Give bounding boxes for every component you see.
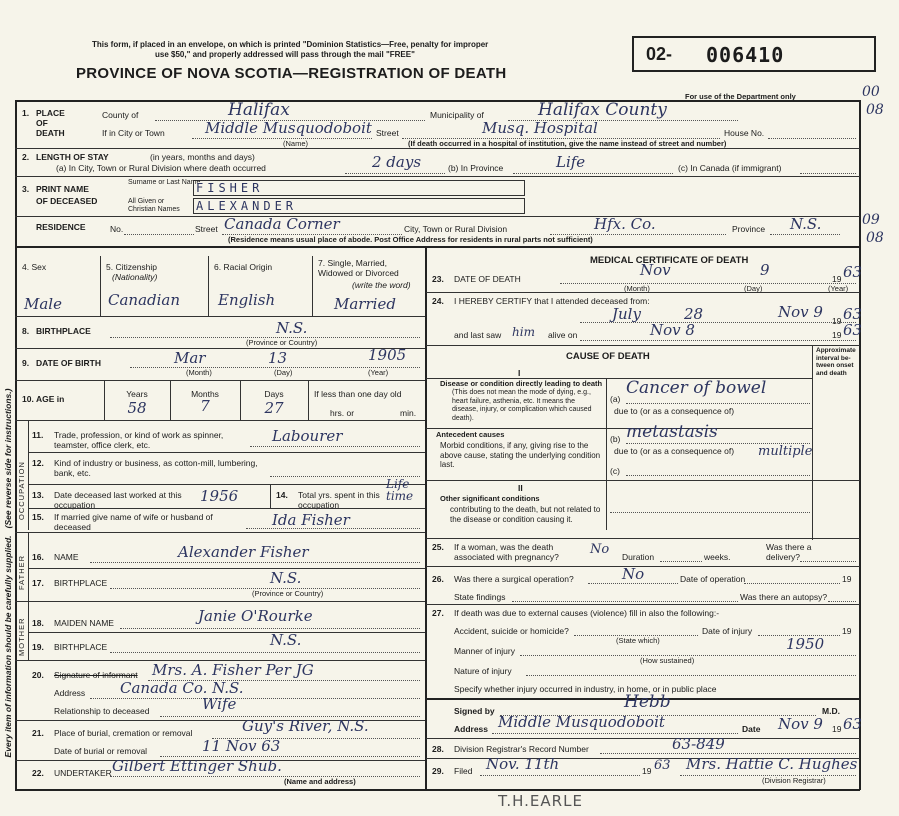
cause-of-death-title: CAUSE OF DEATH bbox=[566, 351, 650, 362]
department-code-1: 00 bbox=[862, 84, 880, 100]
how-sustained-sublabel: (How sustained) bbox=[640, 656, 695, 665]
undertaker-label: UNDERTAKER bbox=[54, 768, 112, 778]
signature-address-label: Address bbox=[454, 724, 489, 734]
q25-label: If a woman, was the death associated with pregnancy? bbox=[454, 542, 559, 562]
q16-label: NAME bbox=[54, 552, 79, 562]
marital-sublabel: (write the word) bbox=[352, 280, 411, 290]
division-registrar-sublabel: (Division Registrar) bbox=[762, 776, 826, 785]
hrs-label: hrs. or bbox=[330, 408, 355, 418]
informant-address-value[interactable]: Canada Co. N.S. bbox=[120, 679, 244, 697]
citizenship-value[interactable]: Canadian bbox=[108, 291, 181, 309]
signed-by-value[interactable]: Hebb bbox=[624, 692, 671, 712]
specify-injury-label: Specify whether injury occurred in industry, in home, or in public place bbox=[454, 684, 717, 694]
street-value[interactable]: Musq. Hospital bbox=[482, 119, 598, 137]
filed-label: Filed bbox=[454, 766, 473, 776]
weeks-label: weeks. bbox=[704, 552, 731, 562]
q17-label: BIRTHPLACE bbox=[54, 578, 108, 588]
print-name-label: PRINT NAME bbox=[36, 184, 89, 194]
record-number-value[interactable]: 63-849 bbox=[672, 735, 725, 753]
alive-on-label: alive on bbox=[548, 330, 578, 340]
cause-c-label: (c) bbox=[610, 466, 620, 476]
registration-number: 006410 bbox=[706, 43, 785, 67]
signature-year-prefix: 19 bbox=[832, 724, 842, 734]
last-saw-value[interactable]: him bbox=[512, 325, 535, 339]
q24-label: I HEREBY CERTIFY that I attended deceased from: bbox=[454, 296, 650, 306]
age-months-label: Months bbox=[191, 389, 219, 399]
death-year-sublabel: (Year) bbox=[828, 284, 849, 293]
autopsy-label: Was there an autopsy? bbox=[740, 592, 828, 602]
q28-num: 28. bbox=[432, 744, 444, 754]
given-names-label: All Given or Christian Names bbox=[128, 198, 180, 213]
cause-b-value[interactable]: metastasis bbox=[626, 422, 718, 442]
place-num: 1. bbox=[22, 108, 30, 118]
signature-date-label: Date bbox=[742, 724, 761, 734]
q18-num: 18. bbox=[32, 618, 44, 628]
dob-num: 9. bbox=[22, 358, 30, 368]
q15-label: If married give name of wife or husband of deceased bbox=[54, 512, 213, 532]
place-label2: OF bbox=[36, 118, 48, 128]
stay-num: 2. bbox=[22, 152, 30, 162]
dob-month-sublabel: (Month) bbox=[186, 368, 212, 377]
other-conditions-note: contributing to the death, but not related to the disease or condition causing it. bbox=[450, 505, 601, 524]
side-instructions: Every item of information should be carefully supplied. (See reverse side for instructions.) bbox=[3, 388, 13, 758]
state-findings-label: State findings bbox=[454, 592, 506, 602]
q19-label: BIRTHPLACE bbox=[54, 642, 108, 652]
stay-label: LENGTH OF STAY bbox=[36, 152, 109, 162]
attended-from-day-value[interactable]: 28 bbox=[684, 305, 704, 323]
attended-year-value[interactable]: 63 bbox=[843, 305, 863, 323]
mother-maiden-name-value[interactable]: Janie O'Rourke bbox=[198, 607, 313, 625]
q20-num: 20. bbox=[32, 670, 44, 680]
manner-label: Manner of injury bbox=[454, 646, 515, 656]
death-day-sublabel: (Day) bbox=[744, 284, 763, 293]
signed-by-label: Signed by bbox=[454, 706, 495, 716]
dob-year-sublabel: (Year) bbox=[368, 368, 389, 377]
municipality-value[interactable]: Halifax County bbox=[538, 100, 667, 120]
burial-date-label: Date of burial or removal bbox=[54, 746, 148, 756]
residence-street-label: Street bbox=[195, 224, 218, 234]
q12-num: 12. bbox=[32, 458, 44, 468]
q11-num: 11. bbox=[32, 430, 44, 440]
cause-section-II: II bbox=[518, 483, 523, 493]
residence-note: (Residence means usual place of abode. Post Office Address for residents in rural parts not sufficient) bbox=[228, 235, 593, 244]
antecedent-note: Morbid conditions, if any, giving rise to the above cause, stating the underlying condition last. bbox=[440, 441, 601, 469]
department-code-2: 08 bbox=[866, 102, 884, 118]
stay-hint: (in years, months and days) bbox=[150, 152, 255, 162]
place-label: PLACE bbox=[36, 108, 65, 118]
age-days-value[interactable]: 27 bbox=[264, 399, 284, 417]
registration-prefix: 02- bbox=[646, 44, 673, 64]
operation-year-prefix: 19 bbox=[842, 574, 852, 584]
due-to-b: due to (or as a consequence of) bbox=[614, 446, 735, 456]
min-label: min. bbox=[400, 408, 417, 418]
nature-label: Nature of injury bbox=[454, 666, 512, 676]
marital-label: 7. Single, Married, Widowed or Divorced bbox=[318, 258, 399, 278]
q23-num: 23. bbox=[432, 274, 444, 284]
q12-label: Kind of industry or business, as cotton-mill, lumbering, bank, etc. bbox=[54, 458, 258, 478]
citizenship-label: 5. Citizenship bbox=[106, 262, 158, 272]
alive-year-prefix: 19 bbox=[832, 330, 842, 340]
marital-value[interactable]: Married bbox=[334, 295, 396, 313]
q14-num: 14. bbox=[276, 490, 288, 500]
undertaker-value[interactable]: Gilbert Ettinger Shub. bbox=[112, 757, 282, 775]
q24-num: 24. bbox=[432, 296, 444, 306]
q13-value[interactable]: 1956 bbox=[200, 487, 239, 505]
name-sublabel: (Name) bbox=[283, 139, 309, 148]
birthplace-sublabel: (Province or Country) bbox=[246, 338, 318, 347]
father-birthplace-value[interactable]: N.S. bbox=[270, 569, 302, 587]
residence-street-value[interactable]: Canada Corner bbox=[224, 215, 340, 233]
q18-label: MAIDEN NAME bbox=[54, 618, 114, 628]
undertaker-sublabel: (Name and address) bbox=[284, 777, 356, 786]
state-which-sublabel: (State which) bbox=[616, 636, 660, 645]
q25-value[interactable]: No bbox=[590, 542, 610, 557]
stay-canada-label: (c) In Canada (if immigrant) bbox=[678, 163, 782, 173]
stay-province-value[interactable]: Life bbox=[556, 153, 586, 171]
q17-num: 17. bbox=[32, 578, 44, 588]
registrar-signature-value[interactable]: Mrs. Hattie C. Hughes bbox=[686, 755, 858, 773]
q26-label: Was there a surgical operation? bbox=[454, 574, 574, 584]
accident-label: Accident, suicide or homicide? bbox=[454, 626, 569, 636]
city-value[interactable]: Middle Musquodoboit bbox=[205, 119, 372, 137]
attended-from-value[interactable]: July bbox=[612, 305, 641, 323]
q27-num: 27. bbox=[432, 608, 444, 618]
death-day-value[interactable]: 9 bbox=[760, 261, 770, 279]
postal-notice-line2: use $50," and properly addressed will pass through the mail "FREE" bbox=[155, 50, 415, 59]
county-value[interactable]: Halifax bbox=[228, 100, 290, 120]
given-names-value[interactable]: ALEXANDER bbox=[196, 199, 298, 213]
alive-on-value[interactable]: Nov 8 bbox=[650, 321, 695, 339]
q13-num: 13. bbox=[32, 490, 44, 500]
racial-origin-label: 6. Racial Origin bbox=[214, 262, 273, 272]
birthplace-num: 8. bbox=[22, 326, 30, 336]
dob-month-value[interactable]: Mar bbox=[174, 349, 206, 367]
age-less-than-day-label: If less than one day old bbox=[314, 389, 402, 399]
death-month-value[interactable]: Nov bbox=[640, 261, 671, 279]
q19-num: 19. bbox=[32, 642, 44, 652]
due-to-a: due to (or as a consequence of) bbox=[614, 406, 735, 416]
stay-city-label: (a) In City, Town or Rural Division where death occurred bbox=[56, 163, 266, 173]
cause-b-value2[interactable]: multiple bbox=[758, 444, 813, 459]
informant-signature-label: Signature of informant bbox=[54, 670, 138, 680]
antecedent-label: Antecedent causes bbox=[436, 430, 505, 439]
q11-value[interactable]: Labourer bbox=[272, 427, 343, 445]
racial-origin-value[interactable]: English bbox=[218, 291, 276, 309]
q16-num: 16. bbox=[32, 552, 44, 562]
death-year-prefix: 19 bbox=[832, 274, 842, 284]
delivery-label: Was there a delivery? bbox=[766, 542, 812, 562]
sex-value[interactable]: Male bbox=[24, 295, 62, 313]
name-num: 3. bbox=[22, 184, 30, 194]
dob-year-value[interactable]: 1905 bbox=[368, 346, 407, 364]
cause-section-I: I bbox=[518, 368, 521, 378]
q14-value[interactable]: Life time bbox=[386, 477, 414, 503]
cause-a-label: (a) bbox=[610, 394, 621, 404]
last-saw-label: and last saw bbox=[454, 330, 502, 340]
surname-value[interactable]: FISHER bbox=[196, 181, 264, 195]
age-num: 10. bbox=[22, 394, 34, 404]
attended-year-prefix: 19 bbox=[832, 316, 842, 326]
relationship-label: Relationship to deceased bbox=[54, 706, 150, 716]
q28-label: Division Registrar's Record Number bbox=[454, 744, 589, 754]
q27-label: If death was due to external causes (violence) fill in also the following:- bbox=[454, 608, 720, 618]
burial-date-value[interactable]: 11 Nov 63 bbox=[202, 737, 281, 755]
dob-day-sublabel: (Day) bbox=[274, 368, 293, 377]
footer-stamp: T.H.EARLE bbox=[498, 792, 583, 810]
age-days-label: Days bbox=[264, 389, 284, 399]
approx-interval-label: Approximate interval be-tween onset and death bbox=[816, 347, 856, 377]
informant-signature-value[interactable]: Mrs. A. Fisher Per JG bbox=[152, 661, 314, 679]
county-label: County of bbox=[102, 110, 139, 120]
house-label: House No. bbox=[724, 128, 765, 138]
q15-value[interactable]: Ida Fisher bbox=[272, 511, 350, 529]
street-label: Street bbox=[376, 128, 399, 138]
injury-year-prefix: 19 bbox=[842, 626, 852, 636]
other-conditions-label: Other significant conditions bbox=[440, 494, 540, 503]
mother-birthplace-value[interactable]: N.S. bbox=[270, 631, 302, 649]
department-code-3: 09 bbox=[862, 212, 880, 228]
filed-year-prefix: 19 bbox=[642, 766, 652, 776]
q25-num: 25. bbox=[432, 542, 444, 552]
institution-note: (If death occurred in a hospital of institution, give the name instead of street and number) bbox=[408, 139, 727, 148]
manner-year-value[interactable]: 1950 bbox=[786, 635, 825, 653]
department-use-label: For use of the Department only bbox=[685, 92, 796, 101]
filed-value[interactable]: Nov. 11th bbox=[486, 755, 560, 773]
q14-label: Total yrs. spent in this occupation bbox=[298, 490, 380, 510]
birthplace-label: BIRTHPLACE bbox=[36, 326, 91, 336]
surname-label: Surname or Last Name bbox=[128, 179, 201, 186]
injury-date-label: Date of injury bbox=[702, 626, 753, 636]
residence-no-label: No. bbox=[110, 224, 124, 234]
death-month-sublabel: (Month) bbox=[624, 284, 650, 293]
residence-city-label: City, Town or Rural Division bbox=[404, 224, 508, 234]
operation-date-label: Date of operation bbox=[680, 574, 746, 584]
disease-note: (This does not mean the mode of dying, e.g., heart failure, asthenia, etc. It means the disease, injury, or complication which caused death). bbox=[452, 389, 592, 422]
q15-num: 15. bbox=[32, 512, 44, 522]
place-label3: DEATH bbox=[36, 128, 65, 138]
age-years-label: Years bbox=[126, 389, 148, 399]
medical-certificate-title: MEDICAL CERTIFICATE OF DEATH bbox=[590, 255, 749, 266]
signature-year-value[interactable]: 63 bbox=[843, 715, 863, 733]
informant-address-label: Address bbox=[54, 688, 86, 698]
age-label: AGE in bbox=[36, 394, 65, 404]
md-label: M.D. bbox=[822, 706, 840, 716]
form-title: PROVINCE OF NOVA SCOTIA—REGISTRATION OF DEATH bbox=[76, 65, 507, 82]
stay-province-label: (b) In Province bbox=[448, 163, 504, 173]
relationship-value[interactable]: Wife bbox=[202, 695, 237, 713]
q11-label: Trade, profession, or kind of work as spinner, teamster, office clerk, etc. bbox=[54, 430, 224, 450]
father-name-value[interactable]: Alexander Fisher bbox=[178, 543, 309, 561]
signature-address-value[interactable]: Middle Musquodoboit bbox=[498, 713, 665, 731]
occupation-side-label: OCCUPATION bbox=[17, 461, 26, 520]
dob-day-value[interactable]: 13 bbox=[268, 349, 288, 367]
burial-place-label: Place of burial, cremation or removal bbox=[54, 728, 193, 738]
postal-notice-line1: This form, if placed in an envelope, on which is printed "Dominion Statistics—Free, penalty for improper bbox=[92, 40, 489, 49]
dob-label: DATE OF BIRTH bbox=[36, 358, 102, 368]
stay-city-value[interactable]: 2 days bbox=[372, 153, 422, 171]
residence-province-value[interactable]: N.S. bbox=[790, 215, 822, 233]
disease-label: Disease or condition directly leading to death bbox=[440, 379, 603, 388]
q29-num: 29. bbox=[432, 766, 444, 776]
q21-num: 21. bbox=[32, 728, 44, 738]
department-code-4: 08 bbox=[866, 230, 884, 246]
q23-label: DATE OF DEATH bbox=[454, 274, 521, 284]
death-year-value[interactable]: 63 bbox=[843, 263, 863, 281]
q13-label: Date deceased last worked at this occupation bbox=[54, 490, 182, 510]
father-birthplace-sublabel: (Province or Country) bbox=[252, 589, 324, 598]
duration-label: Duration bbox=[622, 552, 655, 562]
father-side-label: FATHER bbox=[17, 554, 26, 590]
age-years-value[interactable]: 58 bbox=[127, 399, 147, 417]
residence-province-label: Province bbox=[732, 224, 766, 234]
sex-label: 4. Sex bbox=[22, 262, 47, 272]
city-label: If in City or Town bbox=[102, 128, 165, 138]
residence-label: RESIDENCE bbox=[36, 222, 86, 232]
cause-b-label: (b) bbox=[610, 434, 621, 444]
residence-city-value[interactable]: Hfx. Co. bbox=[594, 215, 656, 233]
age-months-value[interactable]: 7 bbox=[200, 397, 210, 415]
alive-year-value[interactable]: 63 bbox=[843, 321, 863, 339]
q22-num: 22. bbox=[32, 768, 44, 778]
mother-side-label: MOTHER bbox=[17, 617, 26, 656]
citizenship-sublabel: (Nationality) bbox=[112, 272, 158, 282]
print-name-label2: OF DECEASED bbox=[36, 196, 98, 206]
signature-date-value[interactable]: Nov 9 bbox=[778, 715, 823, 733]
q26-value[interactable]: No bbox=[622, 565, 645, 583]
municipality-label: Municipality of bbox=[430, 110, 484, 120]
attended-to-value[interactable]: Nov 9 bbox=[778, 303, 823, 321]
cause-a-value[interactable]: Cancer of bowel bbox=[626, 378, 767, 398]
filed-year-value[interactable]: 63 bbox=[654, 758, 671, 773]
birthplace-value[interactable]: N.S. bbox=[276, 319, 308, 337]
burial-place-value[interactable]: Guy's River, N.S. bbox=[242, 717, 369, 735]
q26-num: 26. bbox=[432, 574, 444, 584]
